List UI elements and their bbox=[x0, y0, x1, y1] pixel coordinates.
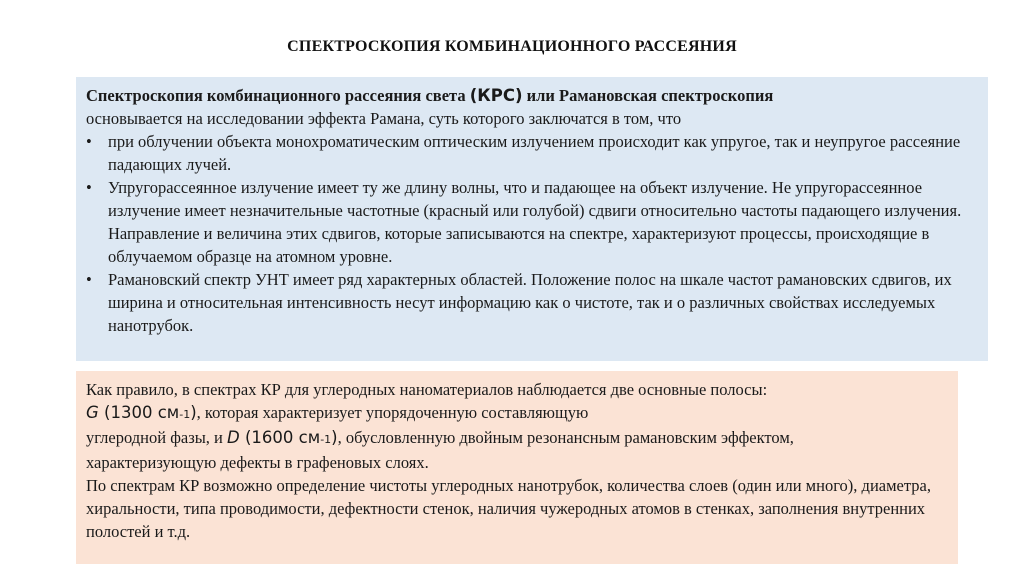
lead-abbreviation: (КРС) bbox=[469, 86, 523, 105]
g-band-text: , которая характеризует упорядоченную составляющую bbox=[196, 403, 589, 422]
page-title: СПЕКТРОСКОПИЯ КОМБИНАЦИОННОГО РАССЕЯНИЯ bbox=[287, 38, 737, 55]
bullet-icon: • bbox=[86, 132, 92, 151]
bullet-item bbox=[86, 176, 978, 222]
bullet-text: Упругорассеянное излучение имеет ту же длину волны, что и падающее на объект излучение. Не упругорассеянное излучение имеет незначительные частотные (красный или голубой) сдвиги относительно частоты падающего излучения. bbox=[108, 178, 962, 220]
d-band-text: , обусловленную двойным резонансным рамановским эффектом, bbox=[337, 428, 794, 447]
d-band-letter: D bbox=[227, 428, 240, 447]
bullet-continuation: Направление и величина этих сдвигов, которые записываются на спектре, характеризуют процессы, происходящие в облучаемом образце на атомном уровне. bbox=[108, 224, 930, 266]
capabilities-paragraph: По спектрам КР возможно определение чистоты углеродных нанотрубок, количества слоев (один или много), диаметра, хиральности, типа проводимости, дефектности стенок, наличия чужеродных атомов в стенках, заполнения внутренних полостей и т.д. bbox=[86, 476, 931, 541]
intro-text: основывается на исследовании эффекта Рамана, суть которого заключатся в том, что bbox=[86, 109, 682, 128]
carbon-bands-box bbox=[76, 371, 958, 564]
g-band-line: G (1300 см-1), которая характеризует упорядоченную составляющую bbox=[86, 403, 589, 422]
bullet-item bbox=[86, 130, 978, 176]
defects-line: характеризующую дефекты в графеновых слоях. bbox=[86, 453, 429, 472]
bullet-icon: • bbox=[86, 270, 92, 289]
bullet-list bbox=[86, 268, 978, 337]
lead-text: Спектроскопия комбинационного рассеяния света bbox=[86, 86, 470, 105]
bullet-text: Рамановский спектр УНТ имеет ряд характерных областей. Положение полос на шкале частот рамановских сдвигов, их ширина и относительная интенсивность несут информацию как о чистоте, так и о различных свойствах исследуемых нанотрубок. bbox=[108, 270, 952, 335]
bullet-text: при облучении объекта монохроматическим оптическим излучением происходит как упругое, так и неупругое рассеяние падающих лучей. bbox=[108, 132, 961, 174]
g-band-letter: G bbox=[86, 403, 99, 422]
bullet-item bbox=[86, 268, 978, 337]
lead-paragraph bbox=[86, 84, 978, 107]
bullet-icon: • bbox=[86, 178, 92, 197]
d-band-line: углеродной фазы, и D (1600 см-1), обусловленную двойным резонансным рамановским эффектом, bbox=[86, 428, 794, 447]
unit-exponent: -1 bbox=[179, 408, 191, 421]
unit-exponent: -1 bbox=[320, 433, 332, 446]
bullet-list bbox=[86, 130, 978, 222]
bands-intro: Как правило, в спектрах КР для углеродных наноматериалов наблюдается две основные полосы: bbox=[86, 380, 768, 399]
lead-text-end: или Рамановская спектроскопия bbox=[522, 86, 774, 105]
raman-description-box bbox=[76, 77, 988, 361]
